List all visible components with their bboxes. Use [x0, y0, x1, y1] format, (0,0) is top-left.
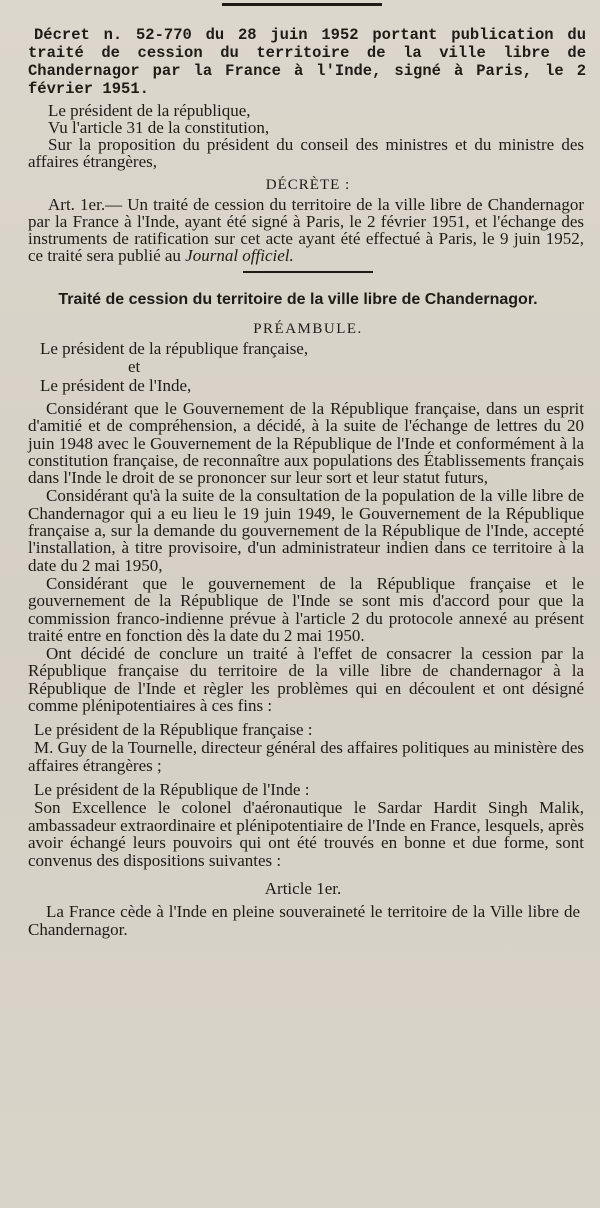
considerant-paragraph: Considérant qu'à la suite de la consultation de la population de la ville libre de Chandernagor qui a eu lieu le 19 juin 1949, le Gouvernement de la République française a, sur la demande du gouvernement de la République de l'Inde, accepté l'installation, à titre provisoire, d'un administrateur indien dans ce territoire à la date du 2 mai 1950, — [28, 486, 584, 575]
considerant-paragraph: Ont décidé de conclure un traité à l'effet de consacrer la cession par la République française du territoire de la ville libre de chandernagor à la République de l'Inde et règler les problèmes qui en découlent et ont désigné comme plénipotentiaires à ces fins : — [28, 644, 584, 716]
vu-line: Vu l'article 31 de la constitution, — [48, 118, 270, 137]
article-1-decree — [28, 196, 588, 264]
designee-india: Son Excellence le colonel d'aéronautique le Sardar Hardit Singh Malik, ambassadeur extraordinaire et plénipotentiaire de l'Inde en France, lesquels, après avoir échangé leurs pouvoirs qui ont été trouvés en bonne et due forme, sont convenus des dispositions suivantes : — [28, 798, 584, 870]
considerant-paragraph: Considérant que le gouvernement de la République française et le gouvernement de la République de l'Inde se sont mis d'accord pour que la commission franco-indienne prévue à l'article 2 du protocole annexé au présent traité entre en fonction dès la date du 2 mai 1950. — [28, 573, 584, 645]
preambule-heading: PRÉAMBULE. — [253, 321, 363, 337]
vu-block — [28, 102, 588, 170]
decrete-heading: DÉCRÈTE : — [265, 177, 351, 193]
treaty-title: Traité de cession du territoire de la ville libre de Chandernagor. — [58, 291, 538, 308]
considerant-paragraph: Considérant que le Gouvernement de la République française, dans un esprit d'amitié et de compréhension, a décidé, à la suite de l'échange de lettres du 20 juin 1948 avec le Gouvernement de la République de l'Inde et conformément à la constitution française, de reconnaître aux populations des Établissements français dans l'Inde le droit de se prononcer sur leur sort et leur statut futurs, — [28, 399, 584, 488]
article-text: La France cède à l'Inde en pleine souveraineté le territoire de la Ville libre de Chandernagor. — [28, 902, 580, 940]
section-divider — [243, 271, 373, 273]
party-france: Le président de la république française, — [40, 339, 309, 358]
party-india: Le président de l'Inde, — [40, 376, 192, 395]
vu-line: Le président de la république, — [48, 101, 251, 120]
designee-heading-india: Le président de la République de l'Inde : — [34, 780, 310, 800]
journal-officiel: Journal officiel. — [185, 246, 294, 265]
article-heading: Article 1er. — [264, 879, 342, 899]
article-1-text: Art. 1er.— Un traité de cession du territoire de la ville libre de Chandernagor par la France à l'Inde, ayant été signé à Paris, le 2 février 1951, et l'échange des instruments de ratification sur cet acte ayant été effectué à Paris, le 9 juin 1952, ce traité sera publié au — [28, 195, 584, 265]
designee-heading-france: Le président de la République française : — [34, 720, 313, 740]
decree-title: Décret n. 52-770 du 28 juin 1952 portant publication du traité de cession du territoire de la ville libre de Chandernagor par la France à l'Inde, signé à Paris, le 2 février 1951. — [28, 26, 586, 98]
conjunction: et — [128, 357, 141, 376]
designee-france: M. Guy de la Tournelle, directeur général des affaires politiques au ministère des affaires étrangères ; — [28, 738, 584, 775]
vu-line: Sur la proposition du président du conseil des ministres et du ministre des affaires étrangères, — [28, 135, 584, 171]
